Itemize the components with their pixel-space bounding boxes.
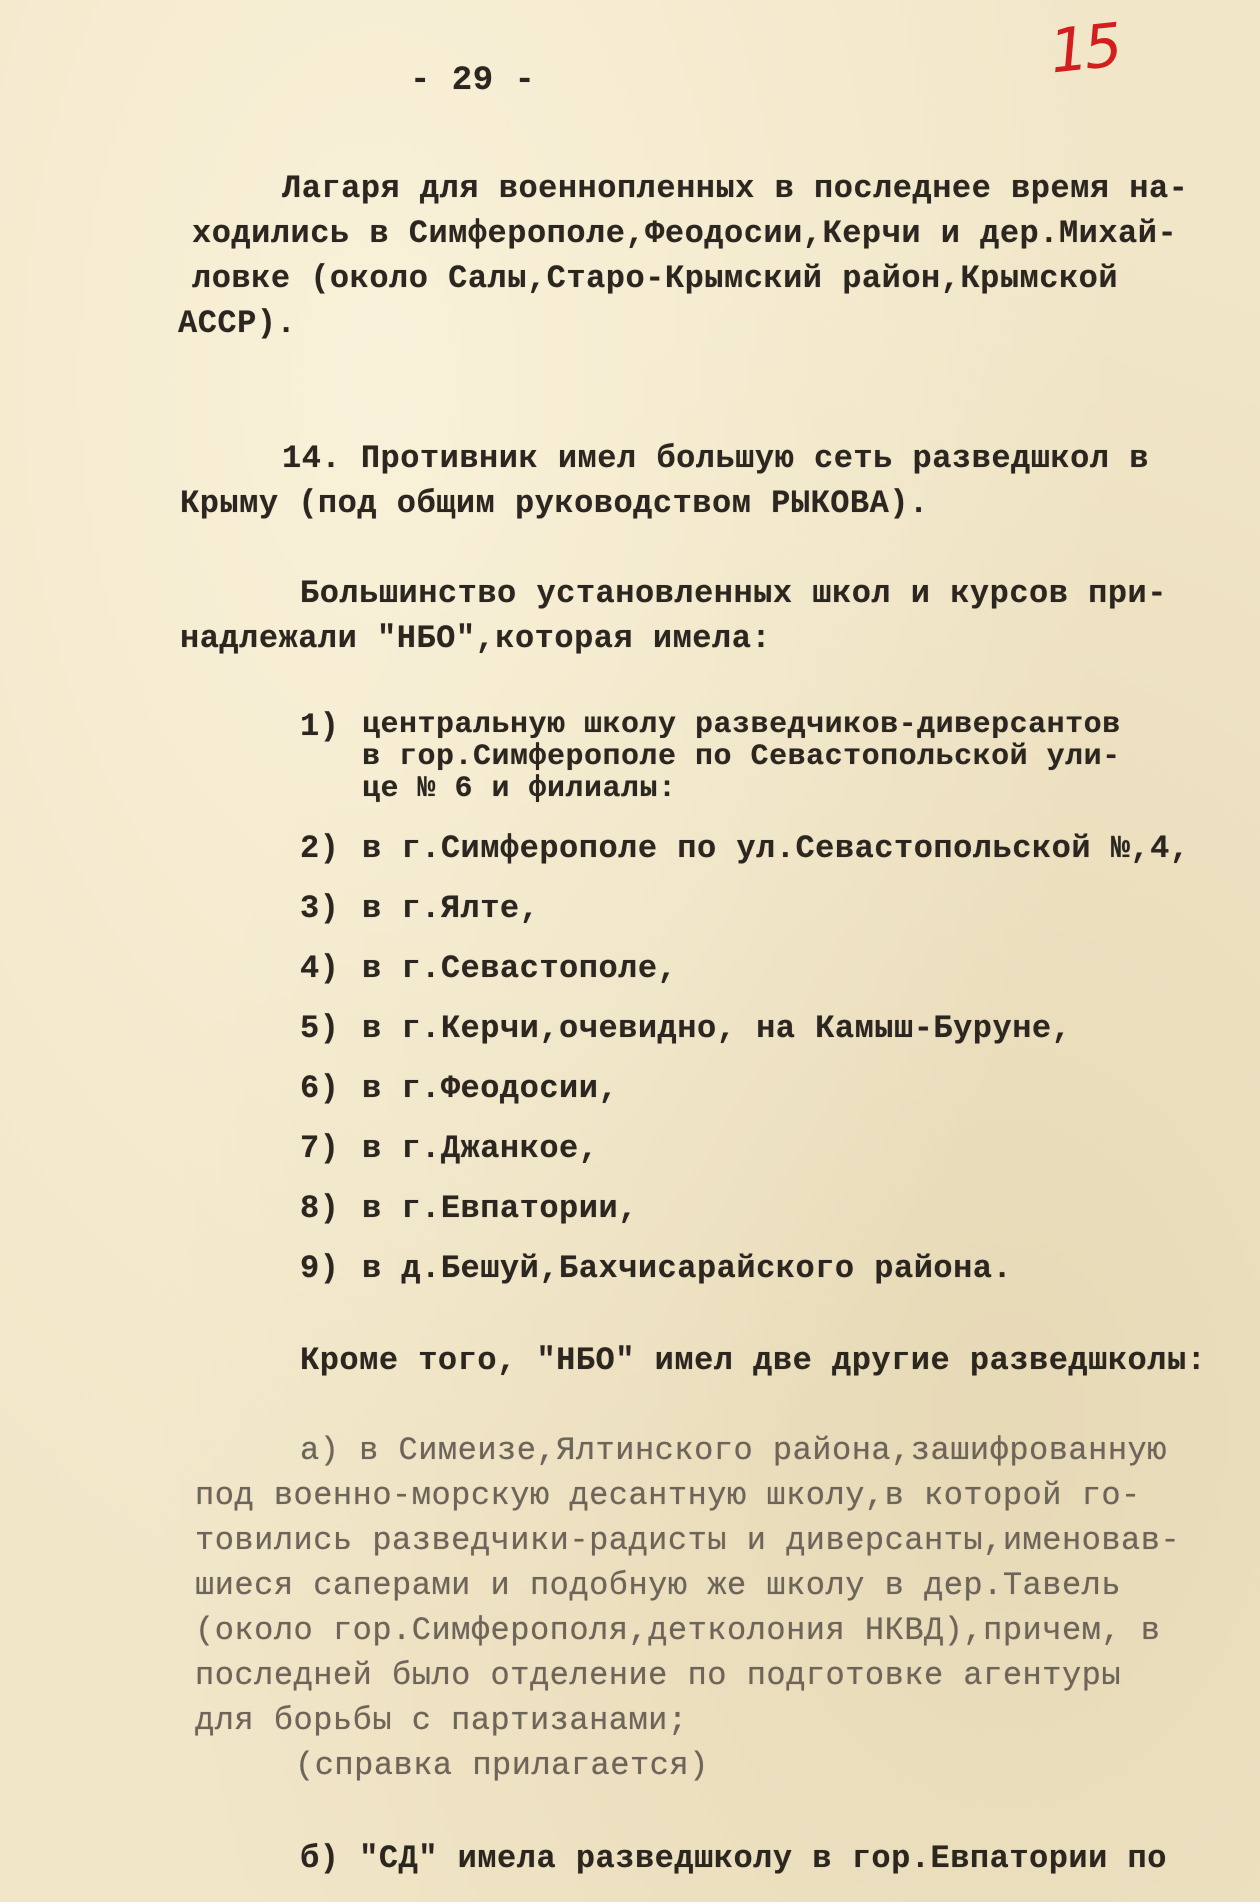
para1-line: ловке (около Салы,Старо-Крымский район,Крымской [192, 260, 1119, 297]
para5-note: (справка прилагается) [295, 1747, 709, 1784]
para5-line: последней было отделение по подготовке агентуры [195, 1657, 1122, 1694]
para6-line: б) "СД" имела разведшколу в гор.Евпатории по [300, 1840, 1167, 1877]
list-item-text: в д.Бешуй,Бахчисарайского района. [362, 1250, 1013, 1287]
list-item-text: в г.Ялте, [362, 890, 540, 927]
list-item-text: в г.Севастополе, [362, 950, 678, 987]
list-item-number: 6) [300, 1070, 340, 1107]
list-item-text: в г.Евпатории, [362, 1190, 638, 1227]
para2-line: 14. Противник имел большую сеть разведшкол в [282, 440, 1149, 477]
list-item-number: 1) [300, 708, 340, 745]
page-number: - 29 - [410, 62, 536, 100]
list-item-number: 4) [300, 950, 340, 987]
para5-line: товились разведчики-радисты и диверсанты,именовав- [195, 1522, 1181, 1559]
para5-line: (около гор.Симферополя,детколония НКВД),причем, в [195, 1612, 1161, 1649]
list-item-number: 2) [300, 830, 340, 867]
list-item-text: в г.Джанкое, [362, 1130, 599, 1167]
list-item-text: в г.Керчи,очевидно, на Камыш-Буруне, [362, 1010, 1072, 1047]
list-item-number: 5) [300, 1010, 340, 1047]
list-item-number: 8) [300, 1190, 340, 1227]
list-item-text: центральную школу разведчиков-диверсантов [362, 708, 1121, 742]
list-item-text: в гор.Симферополе по Севастопольской ули- [362, 740, 1121, 774]
para5-line: а) в Симеизе,Ялтинского района,зашифрованную [300, 1432, 1167, 1469]
list-item-text: в г.Симферополе по ул.Севастопольской №,4, [362, 830, 1190, 867]
para3-line: Большинство установленных школ и курсов при- [300, 575, 1167, 612]
list-item-text: це № 6 и филиалы: [362, 772, 677, 806]
list-item-number: 7) [300, 1130, 340, 1167]
para1-line: Лагаря для военнопленных в последнее время на- [282, 170, 1189, 207]
para5-line: под военно-морскую десантную школу,в которой го- [195, 1477, 1141, 1514]
list-item-number: 3) [300, 890, 340, 927]
list-item-number: 9) [300, 1250, 340, 1287]
para1-line: АССР). [178, 305, 297, 342]
para2-line: Крыму (под общим руководством РЫКОВА). [180, 485, 929, 522]
para5-line: для борьбы с партизанами; [195, 1702, 688, 1739]
para3-line: надлежали "НБО",которая имела: [180, 620, 772, 657]
para5-line: шиеся саперами и подобную же школу в дер.Тавель [195, 1567, 1122, 1604]
para4-line: Кроме того, "НБО" имел две другие разведшколы: [300, 1342, 1207, 1379]
list-item-text: в г.Феодосии, [362, 1070, 619, 1107]
para1-line: ходились в Симферополе,Феодосии,Керчи и дер.Михай- [192, 215, 1178, 252]
archive-number-handwritten: 15 [1046, 10, 1122, 88]
